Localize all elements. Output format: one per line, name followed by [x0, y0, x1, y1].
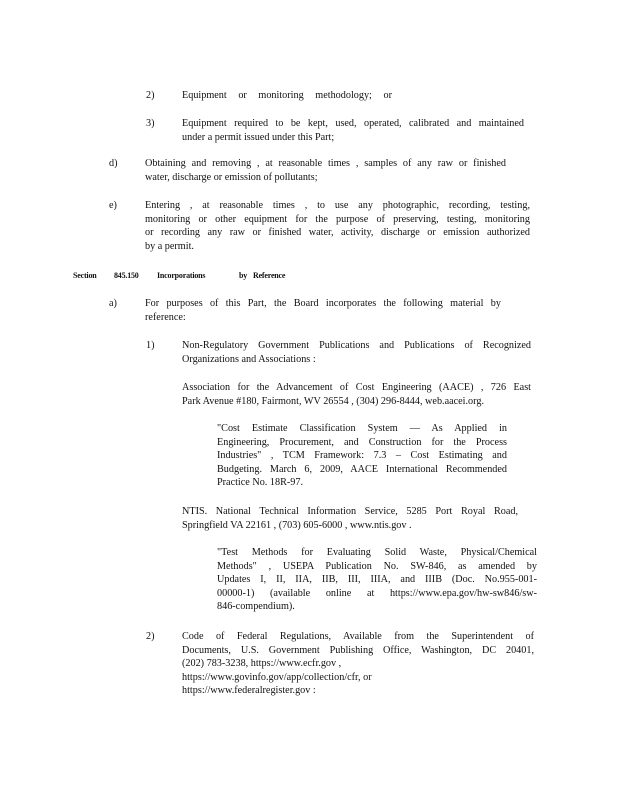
- ntis-address: [182, 505, 518, 532]
- list-label-a1: 1): [146, 340, 155, 351]
- item-d-line-2: water, discharge or emission of pollutants;: [145, 171, 318, 183]
- aace-pub-line-2: Engineering, Procurement, and Construction for the Process: [217, 436, 507, 448]
- list-label-e: e): [109, 200, 117, 211]
- item-a2-line-4: https://www.govinfo.gov/app/collection/cfr, or: [182, 671, 372, 683]
- item-e-line-3: or recording any raw or finished water, activity, discharge or emission authorized: [145, 227, 530, 239]
- aace-publication: [217, 422, 507, 490]
- section-title-word-3: Reference: [253, 271, 286, 280]
- item-e-text: [145, 199, 530, 253]
- ntis-line-2: Springfield VA 22161 , (703) 605-6000 , www.ntis.gov .: [182, 519, 412, 531]
- section-title-word-2: by: [239, 271, 248, 280]
- item-2-line: Equipment or monitoring methodology; or: [182, 90, 392, 101]
- ntis-pub-line-3: Updates I, II, IIA, IIB, III, IIIA, and IIIB (Doc. No.955-001-: [217, 574, 537, 586]
- item-d-text: [145, 157, 506, 184]
- aace-pub-line-5: Practice No. 18R-97.: [217, 477, 304, 489]
- item-3-line-1: Equipment required to be kept, used, operated, calibrated and maintained: [182, 118, 524, 129]
- ntis-pub-line-4: 00000-1) (available online at https://www.epa.gov/hw-sw846/sw-: [217, 587, 537, 599]
- item-a-line-1: For purposes of this Part, the Board incorporates the following material by: [145, 298, 501, 309]
- item-a-text: [145, 297, 501, 324]
- item-e-line-2: monitoring or other equipment for the purpose of preserving, testing, monitoring: [145, 213, 530, 225]
- list-label-a: a): [109, 298, 117, 309]
- item-a1-text: [182, 339, 531, 366]
- section-label: Section: [73, 271, 97, 280]
- item-a1-line-1: Non-Regulatory Government Publications and Publications of Recognized: [182, 340, 531, 351]
- item-3-text: [182, 117, 524, 144]
- item-a2-line-3: (202) 783-3238, https://www.ecfr.gov ,: [182, 658, 342, 670]
- list-label-d: d): [109, 158, 118, 169]
- item-a-line-2: reference:: [145, 311, 186, 323]
- ntis-publication: [217, 546, 537, 614]
- ntis-pub-line-2: Methods" , USEPA Publication No. SW-846, as amended by: [217, 560, 537, 572]
- item-e-line-4: by a permit.: [145, 240, 194, 252]
- item-e-line-1: Entering , at reasonable times , to use any photographic, recording, testing,: [145, 200, 530, 211]
- ntis-pub-line-5: 846-compendium).: [217, 601, 295, 613]
- item-a2-line-1: Code of Federal Regulations, Available from the Superintendent of: [182, 631, 534, 642]
- list-label-3: 3): [146, 118, 155, 129]
- item-a2-line-5: https://www.federalregister.gov :: [182, 685, 316, 697]
- aace-pub-line-4: Budgeting. March 6, 2009, AACE International Recommended: [217, 463, 507, 475]
- aace-address: [182, 381, 531, 408]
- item-d-line-1: Obtaining and removing , at reasonable times , samples of any raw or finished: [145, 158, 506, 169]
- aace-pub-line-3: Industries" , TCM Framework: 7.3 – Cost Estimating and: [217, 450, 507, 462]
- item-a2-text: [182, 630, 534, 698]
- item-3-line-2: under a permit issued under this Part;: [182, 131, 335, 143]
- section-number: 845.150: [114, 271, 139, 280]
- ntis-line-1: NTIS. National Technical Information Service, 5285 Port Royal Road,: [182, 506, 518, 517]
- aace-line-2: Park Avenue #180, Fairmont, WV 26554 , (304) 296-8444, web.aacei.org.: [182, 395, 484, 407]
- ntis-pub-line-1: "Test Methods for Evaluating Solid Waste, Physical/Chemical: [217, 547, 537, 558]
- aace-line-1: Association for the Advancement of Cost Engineering (AACE) , 726 East: [182, 382, 531, 393]
- item-a1-line-2: Organizations and Associations :: [182, 353, 316, 365]
- list-label-a2: 2): [146, 631, 155, 642]
- item-a2-line-2: Documents, U.S. Government Publishing Office, Washington, DC 20401,: [182, 644, 534, 656]
- list-label-2: 2): [146, 90, 155, 101]
- aace-pub-line-1: "Cost Estimate Classification System — As Applied in: [217, 423, 507, 434]
- item-2-text: [182, 89, 392, 103]
- section-title-word-1: Incorporations: [157, 271, 206, 280]
